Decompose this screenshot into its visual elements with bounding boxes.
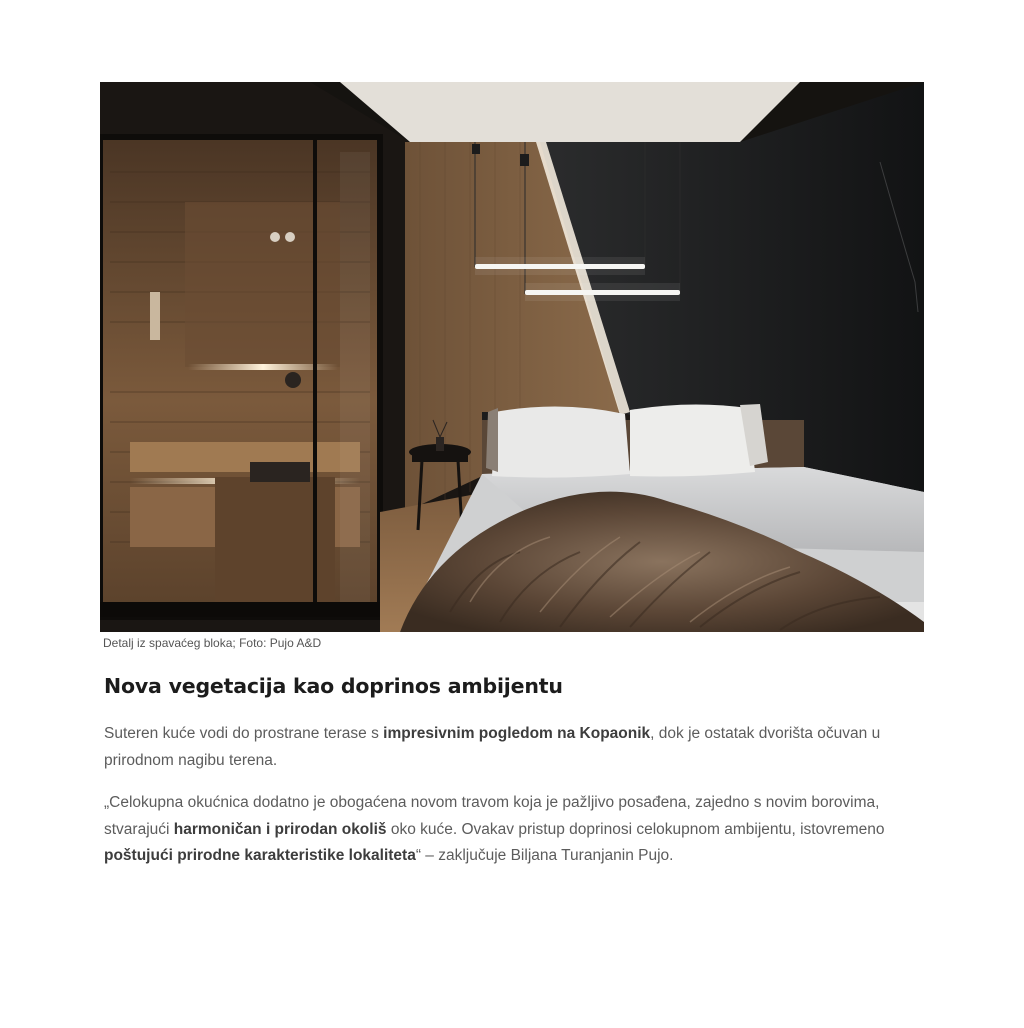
paragraph-text: „Celokupna okućnica dodatno je obogaćena novom travom koja je pažljivo posađena, zajedno s novim borovima, stvarajući — [104, 794, 880, 838]
paragraph-text: Suteren kuće vodi do prostrane terase s — [104, 725, 384, 742]
article-photo[interactable] — [100, 82, 924, 632]
paragraph-text: oko kuće. Ovakav pristup doprinosi celokupnom ambijentu, istovremeno — [386, 820, 885, 838]
bold-phrase: poštujući prirodne karakteristike lokaliteta — [104, 847, 416, 864]
bold-phrase: impresivnim pogledom na Kopaonik — [383, 725, 651, 742]
paragraph-terrace — [104, 721, 924, 774]
photo-caption: Detalj iz spavaćeg bloka; Foto: Pujo A&D — [103, 636, 322, 650]
bedroom-sauna-image — [100, 82, 924, 632]
section-heading: Nova vegetacija kao doprinos ambijentu — [104, 674, 563, 698]
paragraph-text: , dok je ostatak dvorišta očuvan u prirodnom nagibu terena. — [104, 725, 881, 769]
paragraph-text: “ – zaključuje Biljana Turanjanin Pujo. — [415, 847, 674, 864]
paragraph-quote — [104, 790, 924, 870]
bold-phrase: harmoničan i prirodan okoliš — [173, 820, 387, 838]
